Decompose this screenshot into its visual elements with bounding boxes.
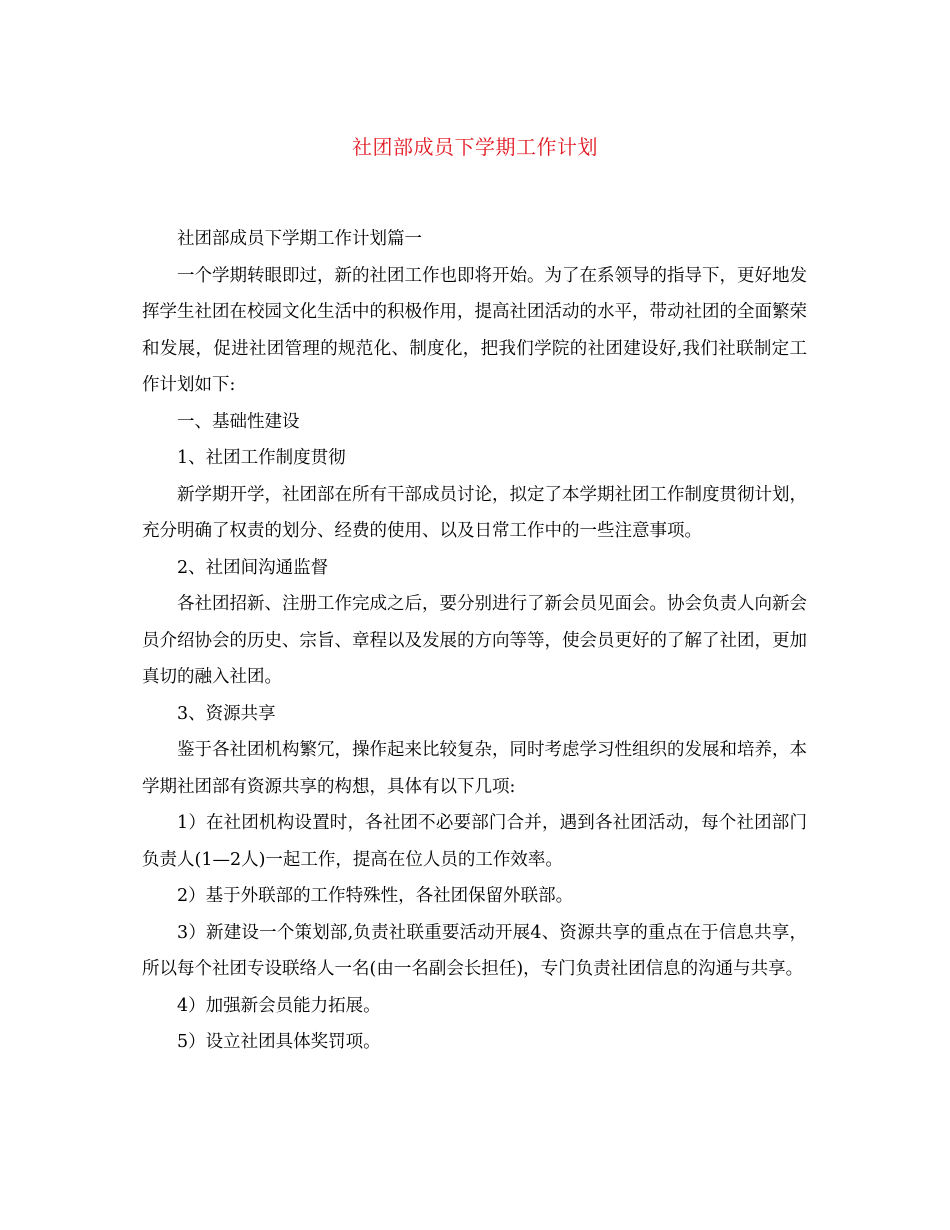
- list-item: 2）基于外联部的工作特殊性，各社团保留外联部。: [177, 886, 574, 906]
- list-item: 4）加强新会员能力拓展。: [177, 995, 381, 1016]
- subsection-heading: 1、社团工作制度贯彻: [177, 448, 346, 468]
- body-paragraph: 鉴于各社团机构繁冗，操作起来比较复杂，同时考虑学习性组织的发展和培养，本学期社团部有资源共享的构想，具体有以下几项:: [142, 740, 807, 797]
- list-item: 1）在社团机构设置时，各社团不必要部门合并，遇到各社团活动，每个社团部门负责人(1—2人)一起工作，提高在位人员的工作效率。: [142, 813, 807, 870]
- document-title: 社团部成员下学期工作计划: [352, 135, 598, 159]
- section-heading: 社团部成员下学期工作计划篇一: [177, 229, 422, 249]
- list-item: 3）新建设一个策划部,负责社联重要活动开展4、资源共享的重点在于信息共享，所以每个社团专设联络人一名(由一名副会长担任)，专门负责社团信息的沟通与共享。: [142, 922, 807, 979]
- section-heading: 一、基础性建设: [177, 411, 300, 432]
- body-paragraph: 新学期开学，社团部在所有干部成员讨论，拟定了本学期社团工作制度贯彻计划，充分明确了权责的划分、经费的使用、以及日常工作中的一些注意事项。: [142, 484, 807, 541]
- subsection-heading: 3、资源共享: [177, 703, 276, 724]
- list-item: 5）设立社团具体奖罚项。: [177, 1032, 381, 1052]
- document-body: [142, 221, 807, 1061]
- subsection-heading: 2、社团间沟通监督: [177, 557, 329, 578]
- intro-paragraph: 一个学期转眼即过，新的社团工作也即将开始。为了在系领导的指导下，更好地发挥学生社团在校园文化生活中的积极作用，提高社团活动的水平，带动社团的全面繁荣和发展，促进社团管理的规范化、制度化，把我们学院的社团建设好,我们社联制定工作计划如下:: [142, 265, 807, 395]
- body-paragraph: 各社团招新、注册工作完成之后，要分别进行了新会员见面会。协会负责人向新会员介绍协会的历史、宗旨、章程以及发展的方向等等，使会员更好的了解了社团，更加真切的融入社团。: [142, 594, 807, 687]
